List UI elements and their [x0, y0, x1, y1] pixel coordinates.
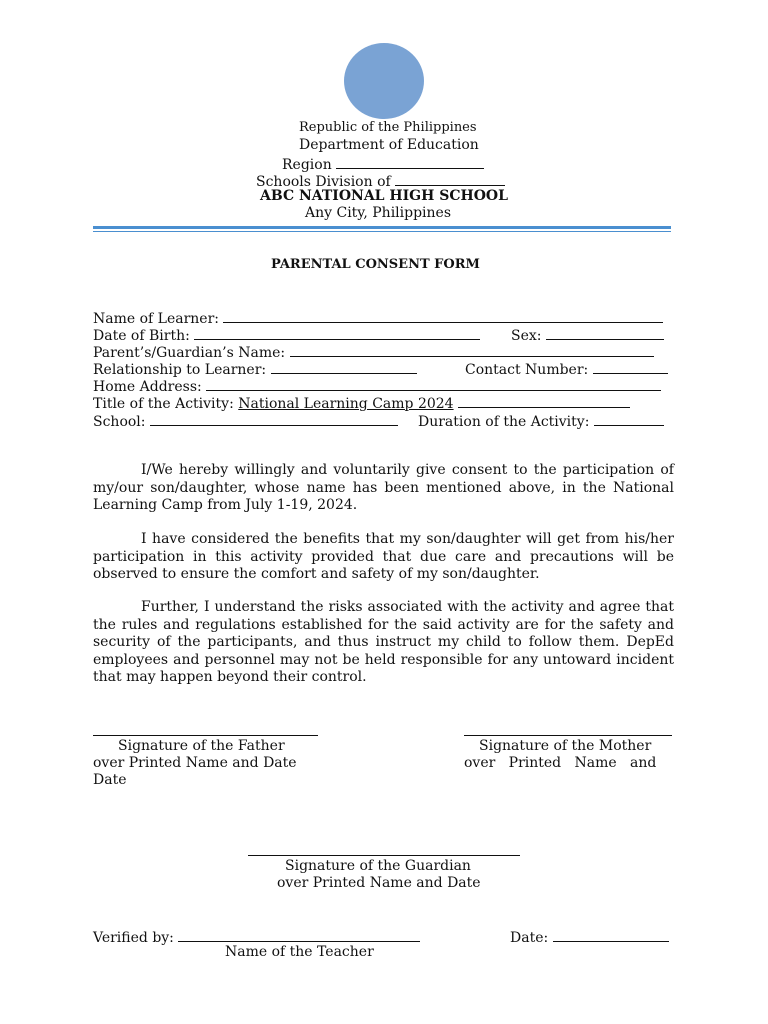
activity-title-value: National Learning Camp 2024	[238, 396, 454, 412]
consent-paragraph-2: I have considered the benefits that my son/daughter will get from his/her participation in this activity provided that due care and precautions will be observed to ensure the comfort and safety of my son/daughter.	[93, 531, 674, 582]
duration-blank	[594, 411, 664, 426]
school-location: Any City, Philippines	[305, 205, 452, 221]
verified-label: Verified by:	[93, 930, 174, 946]
father-signature-line	[93, 735, 318, 736]
header-rule-thick	[93, 226, 671, 229]
division-blank	[395, 171, 505, 186]
address-blank	[206, 376, 661, 391]
form-title: PARENTAL CONSENT FORM	[271, 257, 480, 272]
header-rule-thin	[93, 231, 671, 232]
field-school	[93, 411, 398, 430]
field-label: School:	[93, 414, 146, 430]
father-signature-sub: over Printed Name and Date	[93, 755, 297, 771]
learner-name-blank	[223, 308, 663, 323]
header-department: Department of Education	[299, 137, 479, 153]
mother-signature-label: Signature of the Mother	[479, 738, 652, 754]
father-signature-date: Date	[93, 772, 127, 788]
field-label: Date of Birth:	[93, 328, 190, 344]
field-duration	[418, 411, 664, 430]
field-label: Relationship to Learner:	[93, 362, 267, 378]
field-label: Name of Learner:	[93, 311, 219, 327]
consent-paragraph-1: I/We hereby willingly and voluntarily give consent to the participation of my/our son/daughter, whose name has been mentioned above, in the National Learning Camp from July 1-19, 2024.	[93, 462, 674, 513]
guardian-signature-sub: over Printed Name and Date	[277, 875, 481, 891]
father-signature-label: Signature of the Father	[118, 738, 285, 754]
school-blank	[150, 411, 398, 426]
date-label: Date:	[510, 930, 549, 946]
region-blank	[336, 154, 484, 169]
region-label: Region	[282, 157, 332, 173]
relationship-blank	[271, 359, 417, 374]
field-activity-title	[93, 393, 630, 412]
activity-title-blank	[458, 393, 630, 408]
mother-signature-line	[464, 735, 672, 736]
verified-blank	[178, 927, 420, 942]
field-label: Parent’s/Guardian’s Name:	[93, 345, 286, 361]
field-label: Duration of the Activity:	[418, 414, 590, 430]
dob-blank	[194, 325, 480, 340]
division-label: Schools Division of	[256, 174, 391, 190]
sex-blank	[546, 325, 664, 340]
guardian-name-blank	[290, 342, 654, 357]
guardian-signature-label: Signature of the Guardian	[285, 858, 471, 874]
contact-blank	[593, 359, 668, 374]
field-label: Home Address:	[93, 379, 202, 395]
deped-seal-placeholder	[344, 43, 424, 119]
field-label: Sex:	[511, 328, 542, 344]
teacher-name-label: Name of the Teacher	[225, 944, 374, 960]
date-blank	[553, 927, 669, 942]
field-label: Contact Number:	[465, 362, 589, 378]
school-name: ABC NATIONAL HIGH SCHOOL	[260, 188, 508, 204]
verified-date	[510, 927, 669, 946]
guardian-signature-line	[248, 855, 520, 856]
mother-signature-sub: over Printed Name and	[464, 755, 657, 771]
field-label: Title of the Activity:	[93, 396, 234, 412]
header-republic: Republic of the Philippines	[299, 120, 477, 135]
consent-paragraph-3: Further, I understand the risks associated with the activity and agree that the rules and regulations established for the said activity are for the safety and security of the participants, and thus instruct my child to follow them. DepEd employees and personnel may not be held responsible for any untoward incident that may happen beyond their control.	[93, 599, 674, 685]
